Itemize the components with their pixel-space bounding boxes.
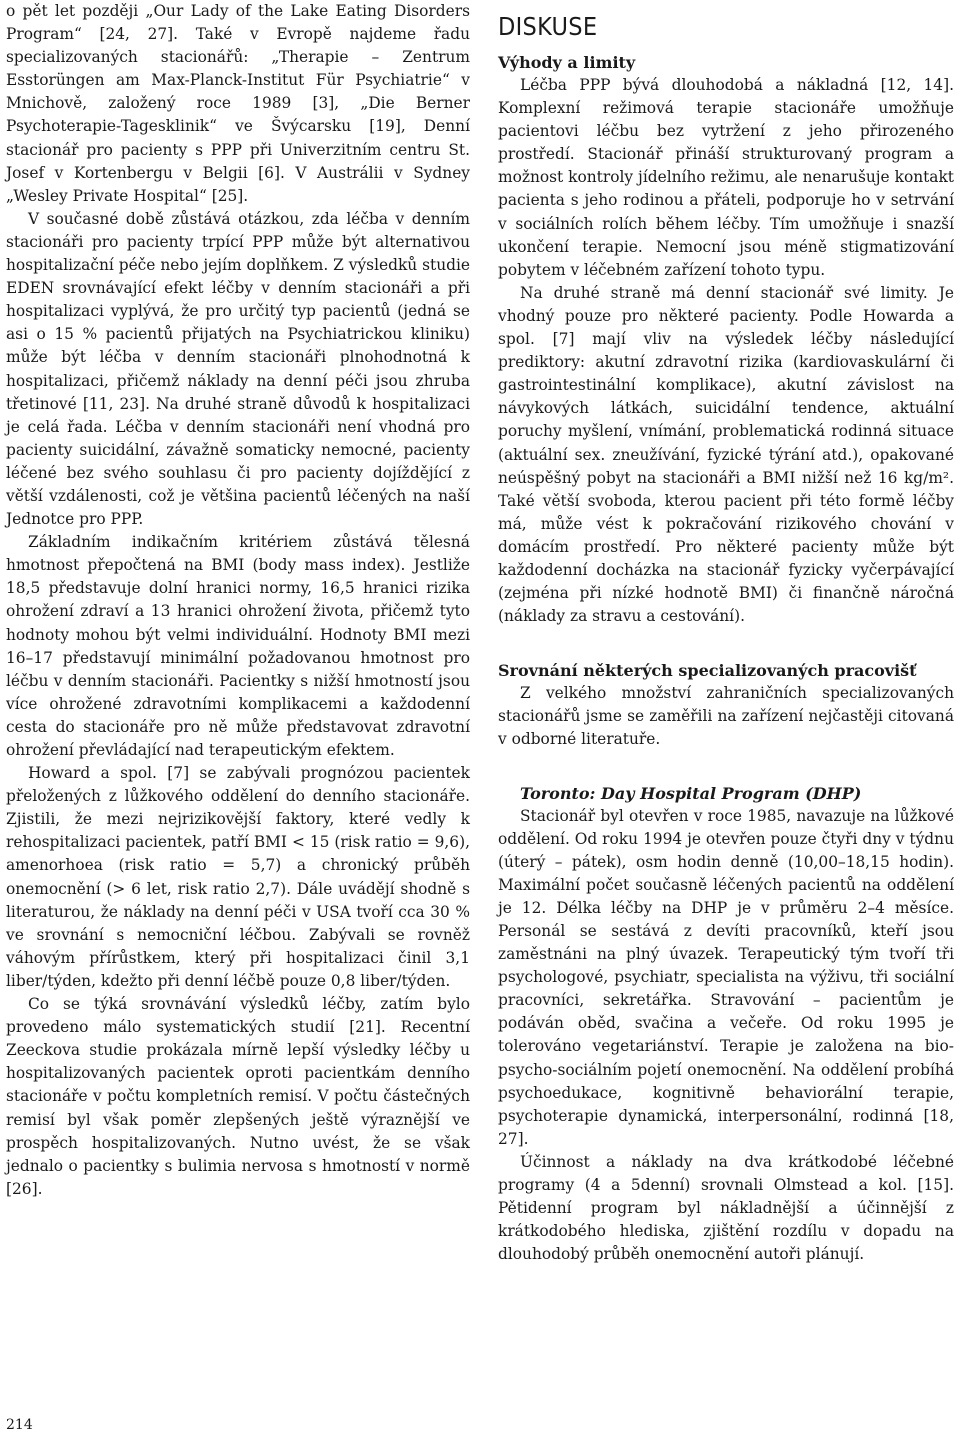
left-paragraph-1: o pět let později „Our Lady of the Lake Eating Disorders Program“ [24, 27]. Také v Evropě najdeme řadu specializovaných stacionářů: „Therapie – Zentrum Esstorüngen am Max-Planck-Institut Für Psychiatrie“ v Mnichově, založený roce 1989 [3], „Die Berner Psychoterapie-Tagesklinik“ ve Švýcarsku [19], Denní stacionář pro pacienty s PPP při Univerzitním centru St. Josef v Kortenbergu v Belgii [6]. V Austrálii v Sydney „Wesley Private Hospital“ [25]. bbox=[6, 2, 470, 205]
right-paragraph-5: Účinnost a náklady na dva krátkodobé léčebné programy (4 a 5denní) srovnali Olmstead a kol. [15]. Pětidenní program byl nákladnější a účinnější z krátkodobého hlediska, zjištění rozdílu v dopadu na dlouhodobý průběh onemocnění autoři plánují. bbox=[498, 1152, 954, 1264]
left-paragraph-3: Základním indikačním kritériem zůstává tělesná hmotnost přepočtená na BMI (body mass index). Jestliže 18,5 představuje dolní hranici normy, 16,5 hranici rizika ohrožení zdraví a 13 hranici ohrožení života, přičemž tyto hodnoty mohou být velmi individuální. Hodnoty BMI mezi 16–17 představují minimální požadovanou hmotnost pro léčbu v denním stacionáři. Pacientky s nižší hmotností jsou více ohrožené zdravotními komplikacemi a každodenní cesta do stacionáře pro ně může představovat zdravotní ohrožení převládající nad terapeutickým efektem. bbox=[6, 533, 470, 759]
right-paragraph-1: Léčba PPP bývá dlouhodobá a nákladná [12, 14]. Komplexní režimová terapie stacionáře umožňuje pacientovi léčbu bez vytržení z jeho přirozeného prostředí. Stacionář přináší strukturovaný program a možnost kontroly jídelního režimu, ale nenarušuje kontakt pacienta s jeho rodinou a přáteli, podporuje ho v setrvání v sociálních rolích během léčby. Tím umožňuje i snazší ukončení terapie. Nemocní jsou méně stigmatizování pobytem v léčebném zařízení tohoto typu. bbox=[498, 76, 954, 279]
right-paragraph-3: Z velkého množství zahraničních specializovaných stacionářů jsme se zaměřili na zařízení nejčastěji citovaná v odborné literatuře. bbox=[498, 684, 954, 749]
left-paragraph-5: Co se týká srovnávání výsledků léčby, zatím bylo provedeno málo systematických studií [21]. Recentní Zeeckova studie prokázala mírně lepší výsledky léčby u hospitalizovaných pacientek oproti pacientkám denního stacionáře v počtu kompletních remisí. V počtu částečných remisí byl však poměr zlepšených ještě výraznější ve prospěch hospitalizovaných. Nutno uvést, že se však jednalo o pacientky s bulimia nervosa s hmotností v normě [26]. bbox=[6, 995, 470, 1198]
section-title-diskuse: DISKUSE bbox=[498, 12, 598, 41]
page-number: 214 bbox=[6, 1417, 33, 1433]
left-column bbox=[6, 0, 470, 1201]
left-paragraph-2: V současné době zůstává otázkou, zda léčba v denním stacionáři pro pacienty trpící PPP může být alternativou hospitalizační péče nebo jejím doplňkem. Z výsledků studie EDEN srovnávající efekt léčby v denním stacionáři a při hospitalizaci vyplývá, že pro určitý typ pacientů (jedná se asi o 15 % pacientů přijatých na Psychiatrickou kliniku) může být léčba v denním stacionáři plnohodnotná k hospitalizaci, přičemž náklady na denní péči jsou zhruba třetinové [11, 23]. Na druhé straně důvodů k hospitalizaci je celá řada. Léčba v denním stacionáři není vhodná pro pacienty suicidální, závažně somaticky nemocné, pacienty léčené bez svého souhlasu či pro pacienty dojíždějící z větší vzdálenosti, což je většina pacientů léčených na naší Jednotce pro PPP. bbox=[6, 209, 470, 529]
right-paragraph-2: Na druhé straně má denní stacionář své limity. Je vhodný pouze pro některé pacienty. Podle Howarda a spol. [7] mají vliv na výsledek léčby následující prediktory: akutní zdravotní rizika (kardiovaskulární či gastrointestinální komplikace), akutní závislost na návykových látkách, suicidální tendence, aktuální poruchy myšlení, vnímání, problematická rodinná situace (aktuální sex. zneužívání, fyzické týrání atd.), opakované neúspěšný pobyt na stacionáři a BMI nižší než 16 kg/m². Také větší svoboda, kterou pacient při této formě léčby má, může vést k pokračování rizikového chování v domácím prostředí. Pro některé pacienty může být každodenní docházka na stacionář fyzicky vyčerpávající (zejména při nízké hodnotě BMI) či finančně náročná (náklady za stravu a cestování). bbox=[498, 283, 954, 626]
right-column bbox=[498, 0, 954, 1266]
right-paragraph-4: Stacionář byl otevřen v roce 1985, navazuje na lůžkové oddělení. Od roku 1994 je otevřen pouze čtyři dny v týdnu (úterý – pátek), osm hodin denně (10,00–18,15 hodin). Maximální počet současně léčených pacientů na oddělení je 12. Délka léčby na DHP je v průměru 2–4 měsíce. Personál se sestává z devíti pracovníků, kteří jsou zaměstnáni na plný úvazek. Terapeutický tým tvoří tři psychologové, psychiatr, specialista na výživu, tři sociální pracovníci, sekretářka. Stravování – pacientům je podáván oběd, svačina a večeře. Od roku 1995 je tolerováno vegetariánství. Terapie je založena na bio-psycho-sociálním pojetí onemocnění. Na oddělení probíhá psychoedukace, kognitivně behaviorální terapie, psychoterapie dynamická, interpersonální, rodinná [18, 27]. bbox=[498, 806, 954, 1148]
subsection-title-vyhody: Výhody a limity bbox=[498, 53, 636, 72]
left-paragraph-4: Howard a spol. [7] se zabývali prognózou pacientek přeložených z lůžkového oddělení do denního stacionáře. Zjistili, že mezi nejrizikovější faktory, které vedly k rehospitalizaci pacientek, patří BMI < 15 (risk ratio = 9,6), amenorhoea (risk ratio = 5,7) a chronický průběh onemocnění (> 6 let, risk ratio 2,7). Dále uvádějí shodně s literaturou, že náklady na denní péči v USA tvoří cca 30 % ve srovnání s nemocniční léčbou. Zabývali se rovněž váhovým přírůstkem, který při hospitalizaci činil 3,1 liber/týden, kdežto při denní léčbě pouze 0,8 liber/týden. bbox=[6, 764, 470, 990]
subsection-title-srovnani: Srovnání některých specializovaných pracovišť bbox=[498, 661, 917, 681]
subsection-title-toronto: Toronto: Day Hospital Program (DHP) bbox=[520, 783, 862, 803]
